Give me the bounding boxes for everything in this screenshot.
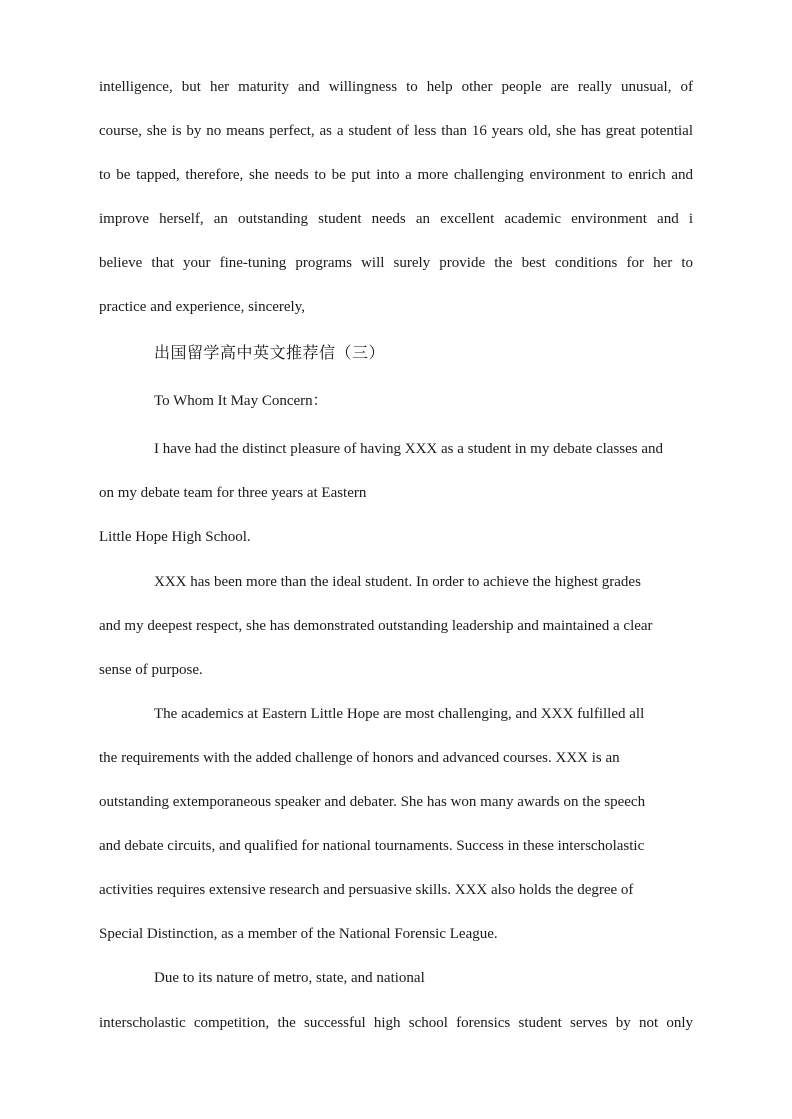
body-text-line: practice and experience, sincerely, [99,299,305,315]
body-text-line: to be tapped, therefore, she needs to be put into a more challenging environment to enrich and [99,167,693,183]
body-text-line: interscholastic competition, the successful high school forensics student serves by not only [99,1015,693,1031]
body-text-line: intelligence, but her maturity and willingness to help other people are really unusual, of [99,79,693,95]
paragraph-first-line: XXX has been more than the ideal student. In order to achieve the highest grades [154,574,641,590]
body-text-line: and debate circuits, and qualified for national tournaments. Success in these interscholastic [99,838,645,854]
paragraph-first-line: I have had the distinct pleasure of having XXX as a student in my debate classes and [154,441,664,457]
salutation: To Whom It May Concern： [154,393,328,409]
body-text-line: sense of purpose. [99,662,203,678]
body-text-line: Little Hope High School. [99,529,251,545]
body-text-line: outstanding extemporaneous speaker and debater. She has won many awards on the speech [99,794,646,810]
paragraph-first-line: The academics at Eastern Little Hope are most challenging, and XXX fulfilled all [154,706,645,722]
section-heading: 出国留学高中英文推荐信（三） [154,343,386,362]
body-text-line: on my debate team for three years at Eastern [99,485,367,501]
body-text-line: the requirements with the added challenge of honors and advanced courses. XXX is an [99,750,620,766]
paragraph-first-line: Due to its nature of metro, state, and national [154,970,425,986]
body-text-line: course, she is by no means perfect, as a student of less than 16 years old, she has great potential [99,123,693,139]
body-text-line: activities requires extensive research and persuasive skills. XXX also holds the degree of [99,882,634,898]
body-text-line: and my deepest respect, she has demonstrated outstanding leadership and maintained a clear [99,618,653,634]
body-text-line: believe that your fine-tuning programs will surely provide the best conditions for her to [99,255,693,271]
body-text-line: Special Distinction, as a member of the National Forensic League. [99,926,498,942]
body-text-line: improve herself, an outstanding student needs an excellent academic environment and i [99,211,693,227]
